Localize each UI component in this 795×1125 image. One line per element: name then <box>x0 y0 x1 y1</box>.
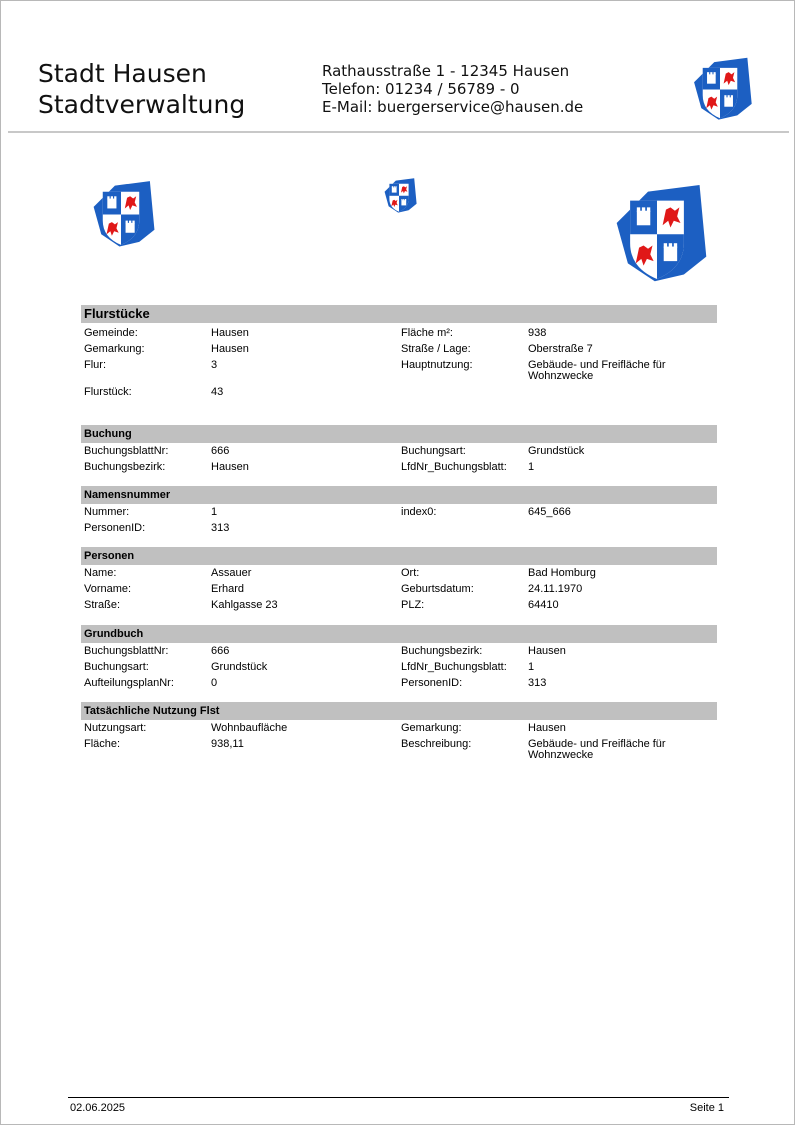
field-value: 645_666 <box>528 506 571 518</box>
field-label: Buchungsart: <box>401 445 466 457</box>
field-value: 0 <box>211 677 218 689</box>
table-row <box>81 462 717 478</box>
section-title: Personen <box>81 547 717 565</box>
field-value: Oberstraße 7 <box>528 343 593 355</box>
field-label: Name: <box>84 567 117 579</box>
field-value: 3 <box>211 359 218 371</box>
field-label: Geburtsdatum: <box>401 583 474 595</box>
section-title: Grundbuch <box>81 625 717 643</box>
email-line: E-Mail: buergerservice@hausen.de <box>322 98 584 116</box>
field-label: Fläche m²: <box>401 327 453 339</box>
section-buchung <box>81 425 717 478</box>
letterhead-name <box>38 58 245 120</box>
table-row <box>81 723 717 739</box>
field-label: BuchungsblattNr: <box>84 645 169 657</box>
section-personen <box>81 547 717 616</box>
field-label: Gemarkung: <box>84 343 145 355</box>
field-label: PLZ: <box>401 599 425 611</box>
field-label: Buchungsart: <box>84 661 149 673</box>
field-value: Grundstück <box>528 445 585 457</box>
table-row <box>81 739 717 766</box>
field-value: Hausen <box>211 327 249 339</box>
table-row <box>81 646 717 662</box>
field-value: Hausen <box>528 722 566 734</box>
table-row <box>81 662 717 678</box>
field-label: PersonenID: <box>401 677 463 689</box>
field-label: Beschreibung: <box>401 738 472 750</box>
coat-of-arms-icon <box>684 52 756 124</box>
field-value: 1 <box>528 461 535 473</box>
field-value: Assauer <box>211 567 252 579</box>
field-label: BuchungsblattNr: <box>84 445 169 457</box>
field-value: Kahlgasse 23 <box>211 599 278 611</box>
field-value: 666 <box>211 445 230 457</box>
footer-page-number: Seite 1 <box>689 1102 724 1114</box>
field-value: Bad Homburg <box>528 567 596 579</box>
section-grundbuch <box>81 625 717 694</box>
field-label: Buchungsbezirk: <box>401 645 483 657</box>
footer-divider <box>68 1097 729 1098</box>
field-value: Hausen <box>211 461 249 473</box>
table-row <box>81 678 717 694</box>
department-name: Stadtverwaltung <box>38 90 246 119</box>
section-nutzung <box>81 702 717 766</box>
field-label: AufteilungsplanNr: <box>84 677 174 689</box>
table-row <box>81 328 717 344</box>
field-value: Gebäude- und Freifläche für Wohnzwecke <box>528 359 666 382</box>
field-value: Hausen <box>528 645 566 657</box>
field-value: 666 <box>211 645 230 657</box>
address-line: Rathausstraße 1 - 12345 Hausen <box>322 62 570 80</box>
field-value: Erhard <box>211 583 245 595</box>
field-label: index0: <box>401 506 437 518</box>
field-label: LfdNr_Buchungsblatt: <box>401 461 507 473</box>
section-title: Namensnummer <box>81 486 717 504</box>
section-title: Tatsächliche Nutzung Flst <box>81 702 717 720</box>
table-row <box>81 584 717 600</box>
field-value: 1 <box>211 506 218 518</box>
field-label: Gemeinde: <box>84 327 138 339</box>
field-value: Wohnbaufläche <box>211 722 288 734</box>
field-label: Hauptnutzung: <box>401 359 473 371</box>
field-value: 24.11.1970 <box>528 583 583 595</box>
field-value: 64410 <box>528 599 559 611</box>
field-label: Flurstück: <box>84 386 132 398</box>
phone-line: Telefon: 01234 / 56789 - 0 <box>322 80 520 98</box>
field-value: Grundstück <box>211 661 268 673</box>
table-row <box>81 387 717 403</box>
header-divider <box>8 131 789 133</box>
table-row <box>81 344 717 360</box>
field-value: 1 <box>528 661 535 673</box>
field-value: 938,11 <box>211 738 244 750</box>
section-namensnummer <box>81 486 717 539</box>
field-label: Fläche: <box>84 738 121 750</box>
city-name: Stadt Hausen <box>38 59 207 88</box>
section-title: Buchung <box>81 425 717 443</box>
section-title: Flurstücke <box>81 305 717 323</box>
table-row <box>81 446 717 462</box>
field-label: Straße: <box>84 599 121 611</box>
table-row <box>81 523 717 539</box>
field-label: Straße / Lage: <box>401 343 471 355</box>
table-row <box>81 507 717 523</box>
field-label: Gemarkung: <box>401 722 462 734</box>
field-value: 313 <box>528 677 547 689</box>
field-label: LfdNr_Buchungsblatt: <box>401 661 507 673</box>
field-label: Nummer: <box>84 506 130 518</box>
table-row <box>81 360 717 387</box>
field-value: Hausen <box>211 343 249 355</box>
field-label: Flur: <box>84 359 106 371</box>
table-row <box>81 568 717 584</box>
coat-of-arms-icon <box>379 175 419 215</box>
field-value: 938 <box>528 327 547 339</box>
field-label: Vorname: <box>84 583 132 595</box>
letterhead-contact <box>322 62 583 116</box>
field-label: Buchungsbezirk: <box>84 461 166 473</box>
field-label: Nutzungsart: <box>84 722 147 734</box>
footer-date: 02.06.2025 <box>70 1102 126 1114</box>
field-label: Ort: <box>401 567 420 579</box>
table-row <box>81 600 717 616</box>
field-value: 313 <box>211 522 230 534</box>
field-value: 43 <box>211 386 224 398</box>
field-label: PersonenID: <box>84 522 146 534</box>
coat-of-arms-icon <box>599 176 715 288</box>
coat-of-arms-icon <box>83 175 159 251</box>
field-value: Gebäude- und Freifläche für Wohnzwecke <box>528 738 666 761</box>
section-flurstuecke <box>81 305 717 403</box>
